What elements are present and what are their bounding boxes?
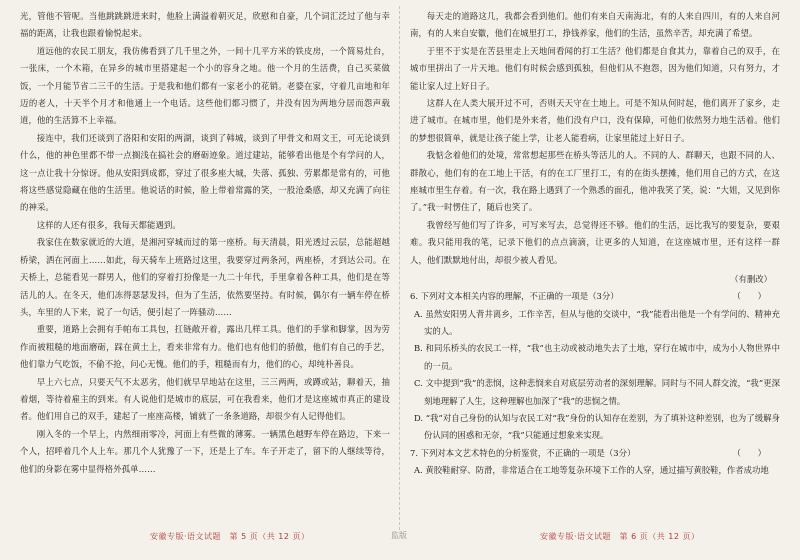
answer-option: A. 虽然安阳男人背井离乡，工作辛苦，但从与他的交谈中，“我”能看出他是一个有学问的、精神充实的人。: [414, 308, 780, 336]
paragraph: 接连中，我们还谈到了洛阳和安阳的两湖，谈到了韩城，谈到了甲骨文和周文王，可无论谈到什么，他的神色里都不带一点搁浅在搞社会的磨砺迹象。道过建站，能够看出他是个有学问的人，这一点让我十分惊讶。他从安阳到成都，穿过了很多座大城，失落、孤独、劳累都是常有的，可他将这些感觉隐藏在他的生活里。他说话的时候，脸上带着常露的笑，一股沧桑感，却又充满了向往的神采。: [20, 132, 390, 213]
page-5-footer: 安徽专版·语文试题 第 5 页（共 12 页）: [150, 532, 310, 541]
center-watermark: 监版: [391, 531, 407, 540]
paragraph: 道远他的农民工朋友，我仿佛看到了几千里之外，一间十几平方米的铁皮房，一个简易灶台，一张床，一个木箱，在异乡的城市里搭建起一个小的容身之地。他一个月的生活费，自己买菜做饭，一个月能节省二三千的生活。于是我和他们都有一家老小的花销。老婆在家，守着几亩地和年迈的老人，十天半个月才和他通上一个电话。这些他们都习惯了，并没有因为两地分居而怨声载道，他的生活算不上幸福。: [20, 45, 390, 126]
reading-passage-continued: [410, 8, 780, 269]
page-5: [20, 8, 390, 528]
paragraph: 重要，道路上会拥有手帕布工具包，扛链敞开着，露出几样工具。他们的手掌和脚掌，因为劳作而被粗糙的地面磨砺，踩在黄土上，看来非常有力。他们也有他们的骄傲，他们有自己的手艺，他们靠力气吃饭，不偷不抢，问心无愧。他们的手，粗糙而有力，他们的心，却纯朴善良。: [20, 324, 390, 370]
answer-option: C. 文中提到“我”的悲悯，这种悲悯来自对底层劳动者的深刻理解。同时与不同人群交流，“我”更深刻地理解了人生，这种理解也加深了“我”的悲悯之情。: [414, 378, 780, 406]
paragraph: 早上六七点，只要天气不太恶劣，他们就早早地站在这里，三三两两，或蹲或站，聊着天，抽着烟，等待着雇主的到来。有人说他们是城市的底层，可在我看来，他们才是这座城市真正的建设者。他们用自己的双手，建起了一座座高楼，铺就了一条条道路，却很少有人记得他们。: [20, 376, 390, 422]
question-7-stem: 7. 下列对本文艺术特色的分析鉴赏，不正确的一项是（3分）: [410, 447, 636, 458]
paragraph: 刚入冬的一个早上，内然细雨零冷，河面上有些微的薄雾。一辆黑色越野车停在路边，下来一个人，招呼着几个人上车。那几个人犹豫了一下，还是上了车。车子开走了，留下的人继续等待，他们的身影在雾中显得格外孤单……: [20, 428, 390, 474]
question-7: [410, 445, 780, 480]
answer-option: B. 和同乐桥头的农民工一样，“我”也主动或被动地失去了土地，穿行在城市中，成为小人物世界中的一员。: [414, 343, 780, 371]
question-6-answer-blank: （ ）: [732, 291, 766, 302]
question-6: [410, 288, 780, 445]
question-6-options: [410, 306, 780, 445]
paragraph: 我惦念着他们的处境，常常想起那些在桥头等活儿的人。不同的人、群聊天，也跟不同的人、群散心，他们有的在工地上干活，有的在工厂里打工，有的在街头摆摊，他们用自己的方式，在这座城市里生存着。有一次，我在路上遇到了一个熟悉的面孔，他冲我笑了笑，说：“大姐，又见到你了。”我一时愣住了，随后也笑了。: [410, 150, 780, 213]
question-6-stem: 6. 下列对文本相关内容的理解，不正确的一项是（3分）: [410, 291, 619, 302]
paragraph: 每天走的道路这几，我都会看到他们。他们有来自天南海北，有的人来自四川，有的人来自河南，有的人来自安徽，他们在城里打工，挣钱养家，他们的生活，虽然辛苦，却充满了希望。: [410, 11, 780, 39]
source-note: （有删改）: [730, 274, 772, 285]
paragraph: 光，管他不管呢。当他跳跳跳进来时，他脸上满溢着朝灭足，欣慰和自豪，几个词汇泛过了他与幸福的距离，让我也跟着愉悦起来。: [20, 11, 390, 39]
question-7-options: [410, 462, 780, 479]
page-6: [410, 8, 780, 528]
paragraph: 我曾经写他们写了许多，可写来写去，总觉得还不够。他们的生活，远比我写的要复杂，要艰难。我只能用我的笔，记录下他们的点点滴滴，让更多的人知道，在这座城市里，还有这样一群人，他们默默地付出，却很少被人看见。: [410, 219, 780, 265]
paragraph: 这群人在人类大展开过不可，否则天天守在土地上。可是不知从何时起，他们离开了家乡，走进了城市。在城市里，他们是外来者，他们没有户口，没有保障，可他们依然努力地生活着。他们的梦想很简单，就是让孩子能上学，让老人能看病，让家里能过上好日子。: [410, 98, 780, 143]
paragraph: 这样的人还有很多，我每天都能遇到。: [36, 219, 181, 230]
answer-option: D. “我”对自己身份的认知与农民工对“我”身份的认知存在差别，为了填补这种差别，也为了缓解身份认同的困惑和无奈，“我”只能通过想象来实现。: [414, 412, 780, 441]
answer-option: A. 黄胶鞋耐穿、防滑，非常适合在工地等复杂环境下工作的人穿，通过描写黄胶鞋，作者成功地: [414, 465, 769, 476]
question-7-answer-blank: （ ）: [732, 447, 766, 458]
paragraph: 于里不于实是在苦县里走上天地间看闻的打工生活？他们都是自食其力，靠着自己的双手，在城市里拼出了一片天地。他们有时候会感到孤独，但他们从不抱怨，因为他们知道，只有努力，才能让家人过上好日子。: [410, 45, 780, 91]
paragraph: 我家住在数家就近的大道，是湘河穿城而过的第一座桥。每天清晨，阳光透过云层，总能超越桥梁，洒在河面上……如此，每天骑车上班路过这里，我要穿过两条河，两座桥，才到达公司。在天桥上，总能看见一群男人，他们的穿着打扮像是一九二十年代，手里拿着各种工具，他们是在等活儿的人。在冬天，他们冻得瑟瑟发抖，但为了生活，依然要坚持。有时候，偶尔有一辆车停在桥头，车里的人下来，说了一句话，便引起了一阵骚动……: [20, 237, 390, 317]
page-6-footer: 安徽专版·语文试题 第 6 页（共 12 页）: [540, 532, 700, 541]
page-divider: [399, 6, 400, 530]
